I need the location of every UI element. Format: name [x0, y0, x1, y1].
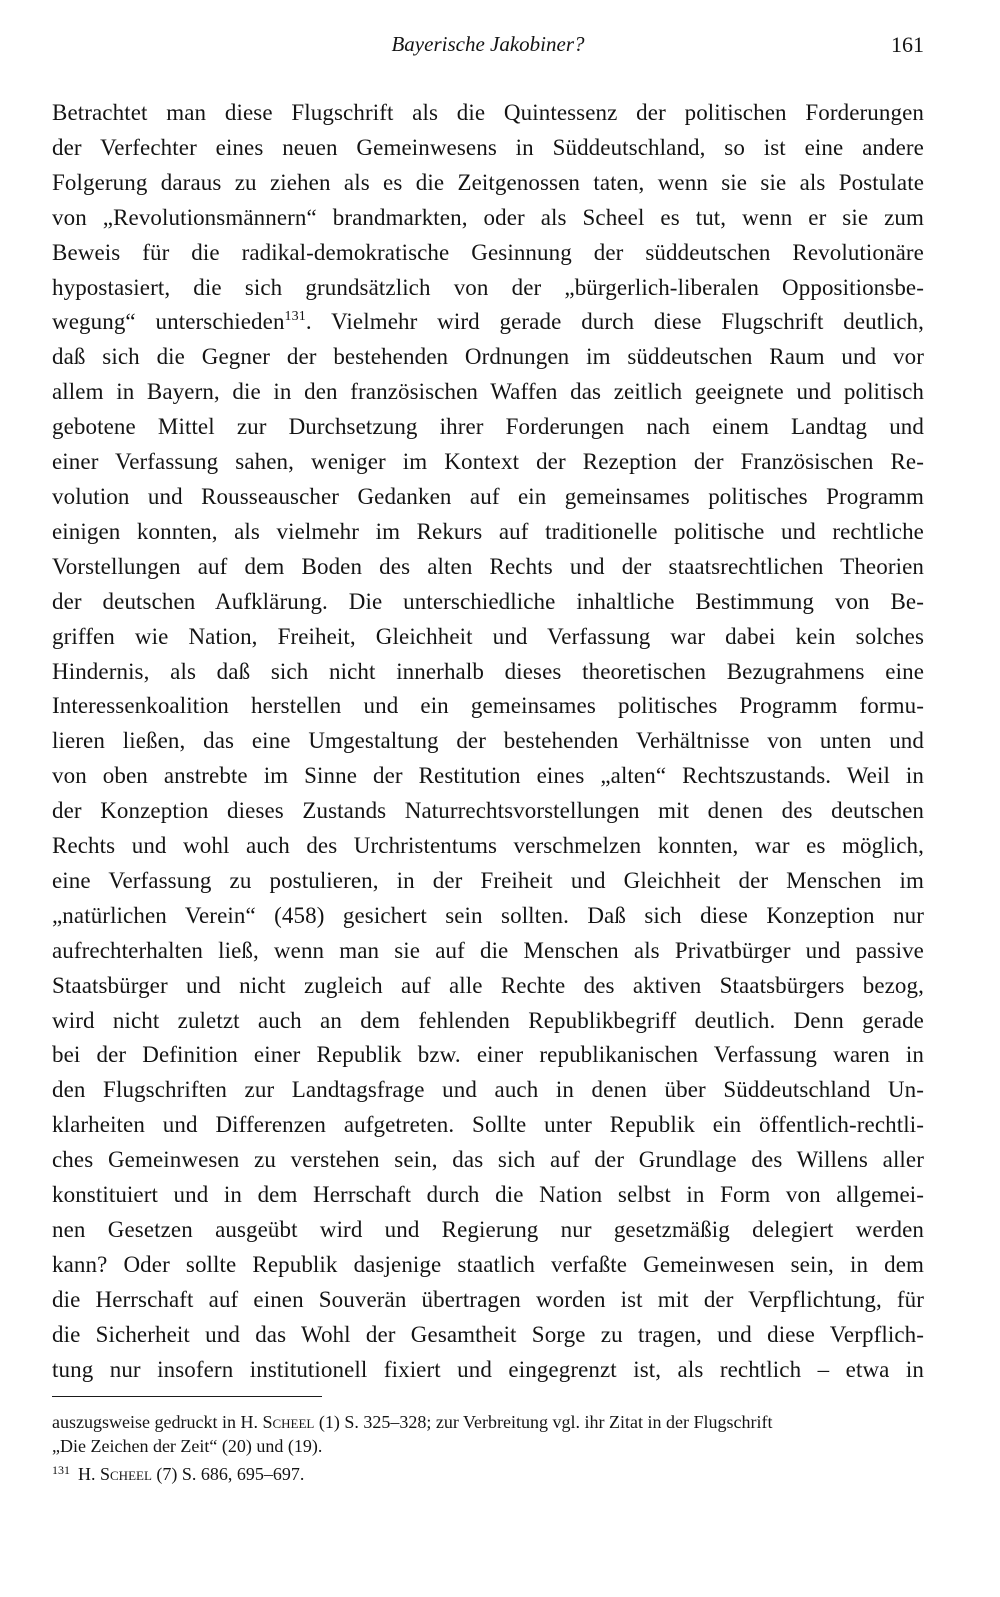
body-line-start: wegung“ unterschieden — [52, 309, 285, 335]
body-line: hypostasiert, die sich grundsätzlich von der „bürgerlich-liberalen Oppositionsbe- — [52, 274, 924, 300]
footnote-number: 131 — [52, 1463, 70, 1477]
body-line-with-note — [52, 305, 924, 340]
body-line: den Flugschriften zur Landtagsfrage und auch in denen über Süddeutschland Un- — [52, 1077, 924, 1103]
body-text — [52, 96, 924, 1388]
body-line: Interessenkoalition herstellen und ein gemeinsames politisches Programm formu- — [52, 693, 924, 719]
body-line: Betrachtet man diese Flugschrift als die Quintessenz der politischen Forderungen — [52, 100, 924, 125]
body-line: Folgerung daraus zu ziehen als es die Zeitgenossen taten, wenn sie sie als Postulate — [52, 169, 924, 195]
body-line: lieren ließen, das eine Umgestaltung der bestehenden Verhältnisse von unten und — [52, 728, 924, 754]
footnote-continuation — [52, 1410, 924, 1434]
body-line: eine Verfassung zu postulieren, in der Freiheit und Gleichheit der Menschen im — [52, 867, 924, 893]
footnote-continuation: „Die Zeichen der Zeit“ (20) und (19). — [52, 1436, 323, 1456]
footnote-text: (1) S. 325–328; zur Verbreitung vgl. ihr Zitat in der Flugschrift — [314, 1412, 773, 1432]
page-number: 161 — [891, 32, 924, 57]
body-line: gebotene Mittel zur Durchsetzung ihrer Forderungen nach einem Landtag und — [52, 414, 924, 440]
author-name: Scheel — [262, 1412, 315, 1432]
body-line: bei der Definition einer Republik bzw. einer republikanischen Verfassung waren in — [52, 1042, 924, 1068]
body-line: griffen wie Nation, Freiheit, Gleichheit und Verfassung war dabei kein solches — [52, 623, 924, 649]
page-header — [52, 30, 924, 60]
footnotes — [52, 1410, 924, 1486]
body-line-tail: . Vielmehr wird gerade durch diese Flugschrift deutlich, — [305, 309, 924, 335]
body-line: „natürlichen Verein“ (458) gesichert sein sollten. Daß sich diese Konzeption nur — [52, 902, 924, 928]
body-line: die Sicherheit und das Wohl der Gesamtheit Sorge zu tragen, und diese Verpflich- — [52, 1321, 924, 1347]
body-line: wird nicht zuletzt auch an dem fehlenden Republikbegriff deutlich. Denn gerade — [52, 1007, 924, 1033]
author-name: Scheel — [100, 1464, 152, 1484]
footnote-separator — [52, 1396, 322, 1397]
footnote-131 — [52, 1458, 924, 1486]
body-line: Hindernis, als daß sich nicht innerhalb dieses theoretischen Bezugrahmens eine — [52, 658, 924, 684]
body-line: kann? Oder sollte Republik dasjenige staatlich verfaßte Gemeinwesen sein, in dem — [52, 1251, 924, 1277]
body-line: Staatsbürger und nicht zugleich auf alle Rechte des aktiven Staatsbürgers bezog, — [52, 972, 924, 998]
body-line: einigen konnten, als vielmehr im Rekurs auf traditionelle politische und rechtliche — [52, 518, 924, 544]
footnote-text: (7) S. 686, 695–697. — [151, 1464, 305, 1484]
body-line: der Verfechter eines neuen Gemeinwesens in Süddeutschland, so ist eine andere — [52, 134, 924, 160]
footnote-text: H. — [78, 1464, 100, 1484]
body-line: Rechts und wohl auch des Urchristentums verschmelzen konnten, war es möglich, — [52, 833, 924, 859]
body-line: konstituiert und in dem Herrschaft durch die Nation selbst in Form von allgemei- — [52, 1182, 924, 1208]
body-line: von „Revolutionsmännern“ brandmarkten, oder als Scheel es tut, wenn er sie zum — [52, 204, 924, 230]
body-line: tung nur insofern institutionell fixiert und eingegrenzt ist, als rechtlich – etwa in — [52, 1356, 924, 1382]
body-line: aufrechterhalten ließ, wenn man sie auf die Menschen als Privatbürger und passive — [52, 937, 924, 963]
running-title: Bayerische Jakobiner? — [391, 32, 585, 56]
body-line: daß sich die Gegner der bestehenden Ordnungen im süddeutschen Raum und vor — [52, 344, 924, 370]
body-line: die Herrschaft auf einen Souverän übertragen worden ist mit der Verpflichtung, für — [52, 1286, 924, 1312]
body-line: ches Gemeinwesen zu verstehen sein, das sich auf der Grundlage des Willens aller — [52, 1147, 924, 1173]
body-line: der Konzeption dieses Zustands Naturrechtsvorstellungen mit denen des deutschen — [52, 798, 924, 824]
body-line: der deutschen Aufklärung. Die unterschiedliche inhaltliche Bestimmung von Be- — [52, 588, 924, 614]
body-line: volution und Rousseauscher Gedanken auf ein gemeinsames politisches Programm — [52, 483, 924, 509]
body-line: allem in Bayern, die in den französischen Waffen das zeitlich geeignete und politisch — [52, 379, 924, 405]
footnote-text: auszugsweise gedruckt in H. — [52, 1412, 263, 1432]
body-line: Vorstellungen auf dem Boden des alten Rechts und der staatsrechtlichen Theorien — [52, 553, 924, 579]
body-line: Beweis für die radikal-demokratische Gesinnung der süddeutschen Revolutionäre — [52, 239, 924, 265]
body-line: klarheiten und Differenzen aufgetreten. Sollte unter Republik ein öffentlich-rechtli- — [52, 1112, 924, 1138]
footnote-reference-131: 131 — [284, 309, 306, 325]
body-line: von oben anstrebte im Sinne der Restitution eines „alten“ Rechtszustands. Weil in — [52, 763, 924, 789]
body-line: nen Gesetzen ausgeübt wird und Regierung nur gesetzmäßig delegiert werden — [52, 1217, 924, 1242]
body-line: einer Verfassung sahen, weniger im Kontext der Rezeption der Französischen Re- — [52, 449, 924, 475]
